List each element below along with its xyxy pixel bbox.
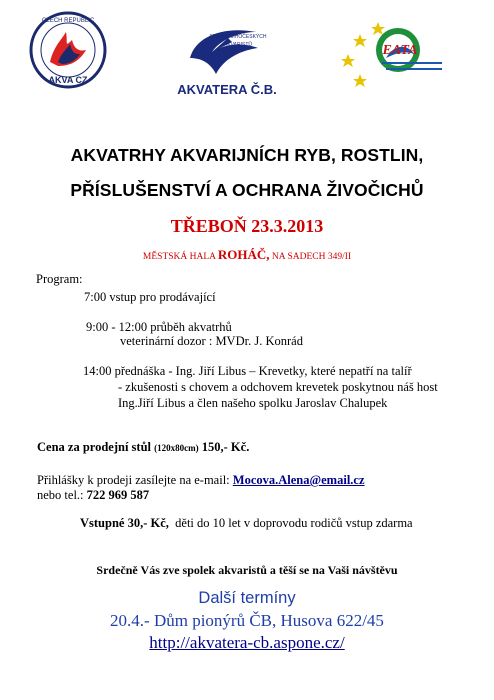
entry-fee-price: Vstupné 30,- Kč, [80, 516, 169, 530]
akva-logo-top-text: CZECH REPUBLIC [41, 18, 95, 24]
phone-line [37, 488, 149, 503]
website-link[interactable]: http://akvatera-cb.aspone.cz/ [149, 633, 345, 652]
price-table-size: (120x80cm) [154, 443, 199, 453]
program-item-2: 9:00 - 12:00 průběh akvatrhů [86, 320, 232, 334]
entry-fee-note: děti do 10 let v doprovodu rodičů vstup zdarma [168, 516, 413, 530]
price-value: 150,- Kč. [201, 440, 250, 454]
program-item-2-detail: veterinární dozor : MVDr. J. Konrád [120, 334, 303, 348]
akvatera-logo-name: AKVATERA Č.B. [177, 82, 277, 97]
akvatera-small-text-1: SPOLEK JIHOČESKÝCH [209, 34, 267, 40]
program-item-3-detail-2: Ing.Jiří Libus a člen našeho spolku Jaroslav Chalupek [118, 396, 388, 410]
invitation-text: Srdečně Vás zve spolek akvaristů a těší se na Vaši návštěvu [96, 563, 398, 577]
signup-line [37, 473, 365, 488]
venue-name: ROHÁČ, [217, 247, 270, 262]
signup-text: Přihlášky k prodeji zasílejte na e-mail: [37, 473, 230, 487]
eata-logo-name: EATA [382, 43, 418, 58]
venue-address: NA SADECH 349/II [271, 252, 352, 262]
venue [0, 247, 494, 263]
venue-hall: MĚSTSKÁ HALA [142, 252, 216, 262]
event-date: TŘEBOŇ 23.3.2013 [170, 216, 324, 236]
program-item-3: 14:00 přednáška - Ing. Jiří Libus – Krevetky, které nepatří na talíř [83, 364, 412, 378]
signup-email-link[interactable]: Mocova.Alena@email.cz [232, 473, 365, 487]
program-label: Program: [36, 272, 83, 286]
next-dates-title: Další termíny [198, 589, 296, 607]
eata-logo [338, 14, 450, 94]
table-price [37, 440, 249, 455]
title-line-1: AKVATRHY AKVARIJNÍCH RYB, ROSTLIN, [70, 145, 424, 165]
akvatera-small-text-2: AKVARISTŮ [224, 42, 252, 48]
program-item-3-detail-1: - zkušenosti s chovem a odchovem krevetek poskytnou náš host [118, 380, 438, 394]
akva-logo-bottom-text: AKVA CZ [48, 75, 88, 85]
phone-label: nebo tel.: [37, 488, 84, 502]
phone-number: 722 969 587 [86, 488, 150, 502]
next-date-detail: 20.4.- Dům pionýrů ČB, Husova 622/45 [110, 611, 384, 630]
entry-fee [80, 516, 413, 531]
price-label: Cena za prodejní stůl [37, 440, 152, 454]
akvatera-logo [172, 18, 282, 100]
program-item-1: 7:00 vstup pro prodávající [84, 290, 216, 304]
title-line-2: PŘÍSLUŠENSTVÍ A OCHRANA ŽIVOČICHŮ [70, 180, 424, 200]
akva-cz-logo [28, 10, 108, 90]
